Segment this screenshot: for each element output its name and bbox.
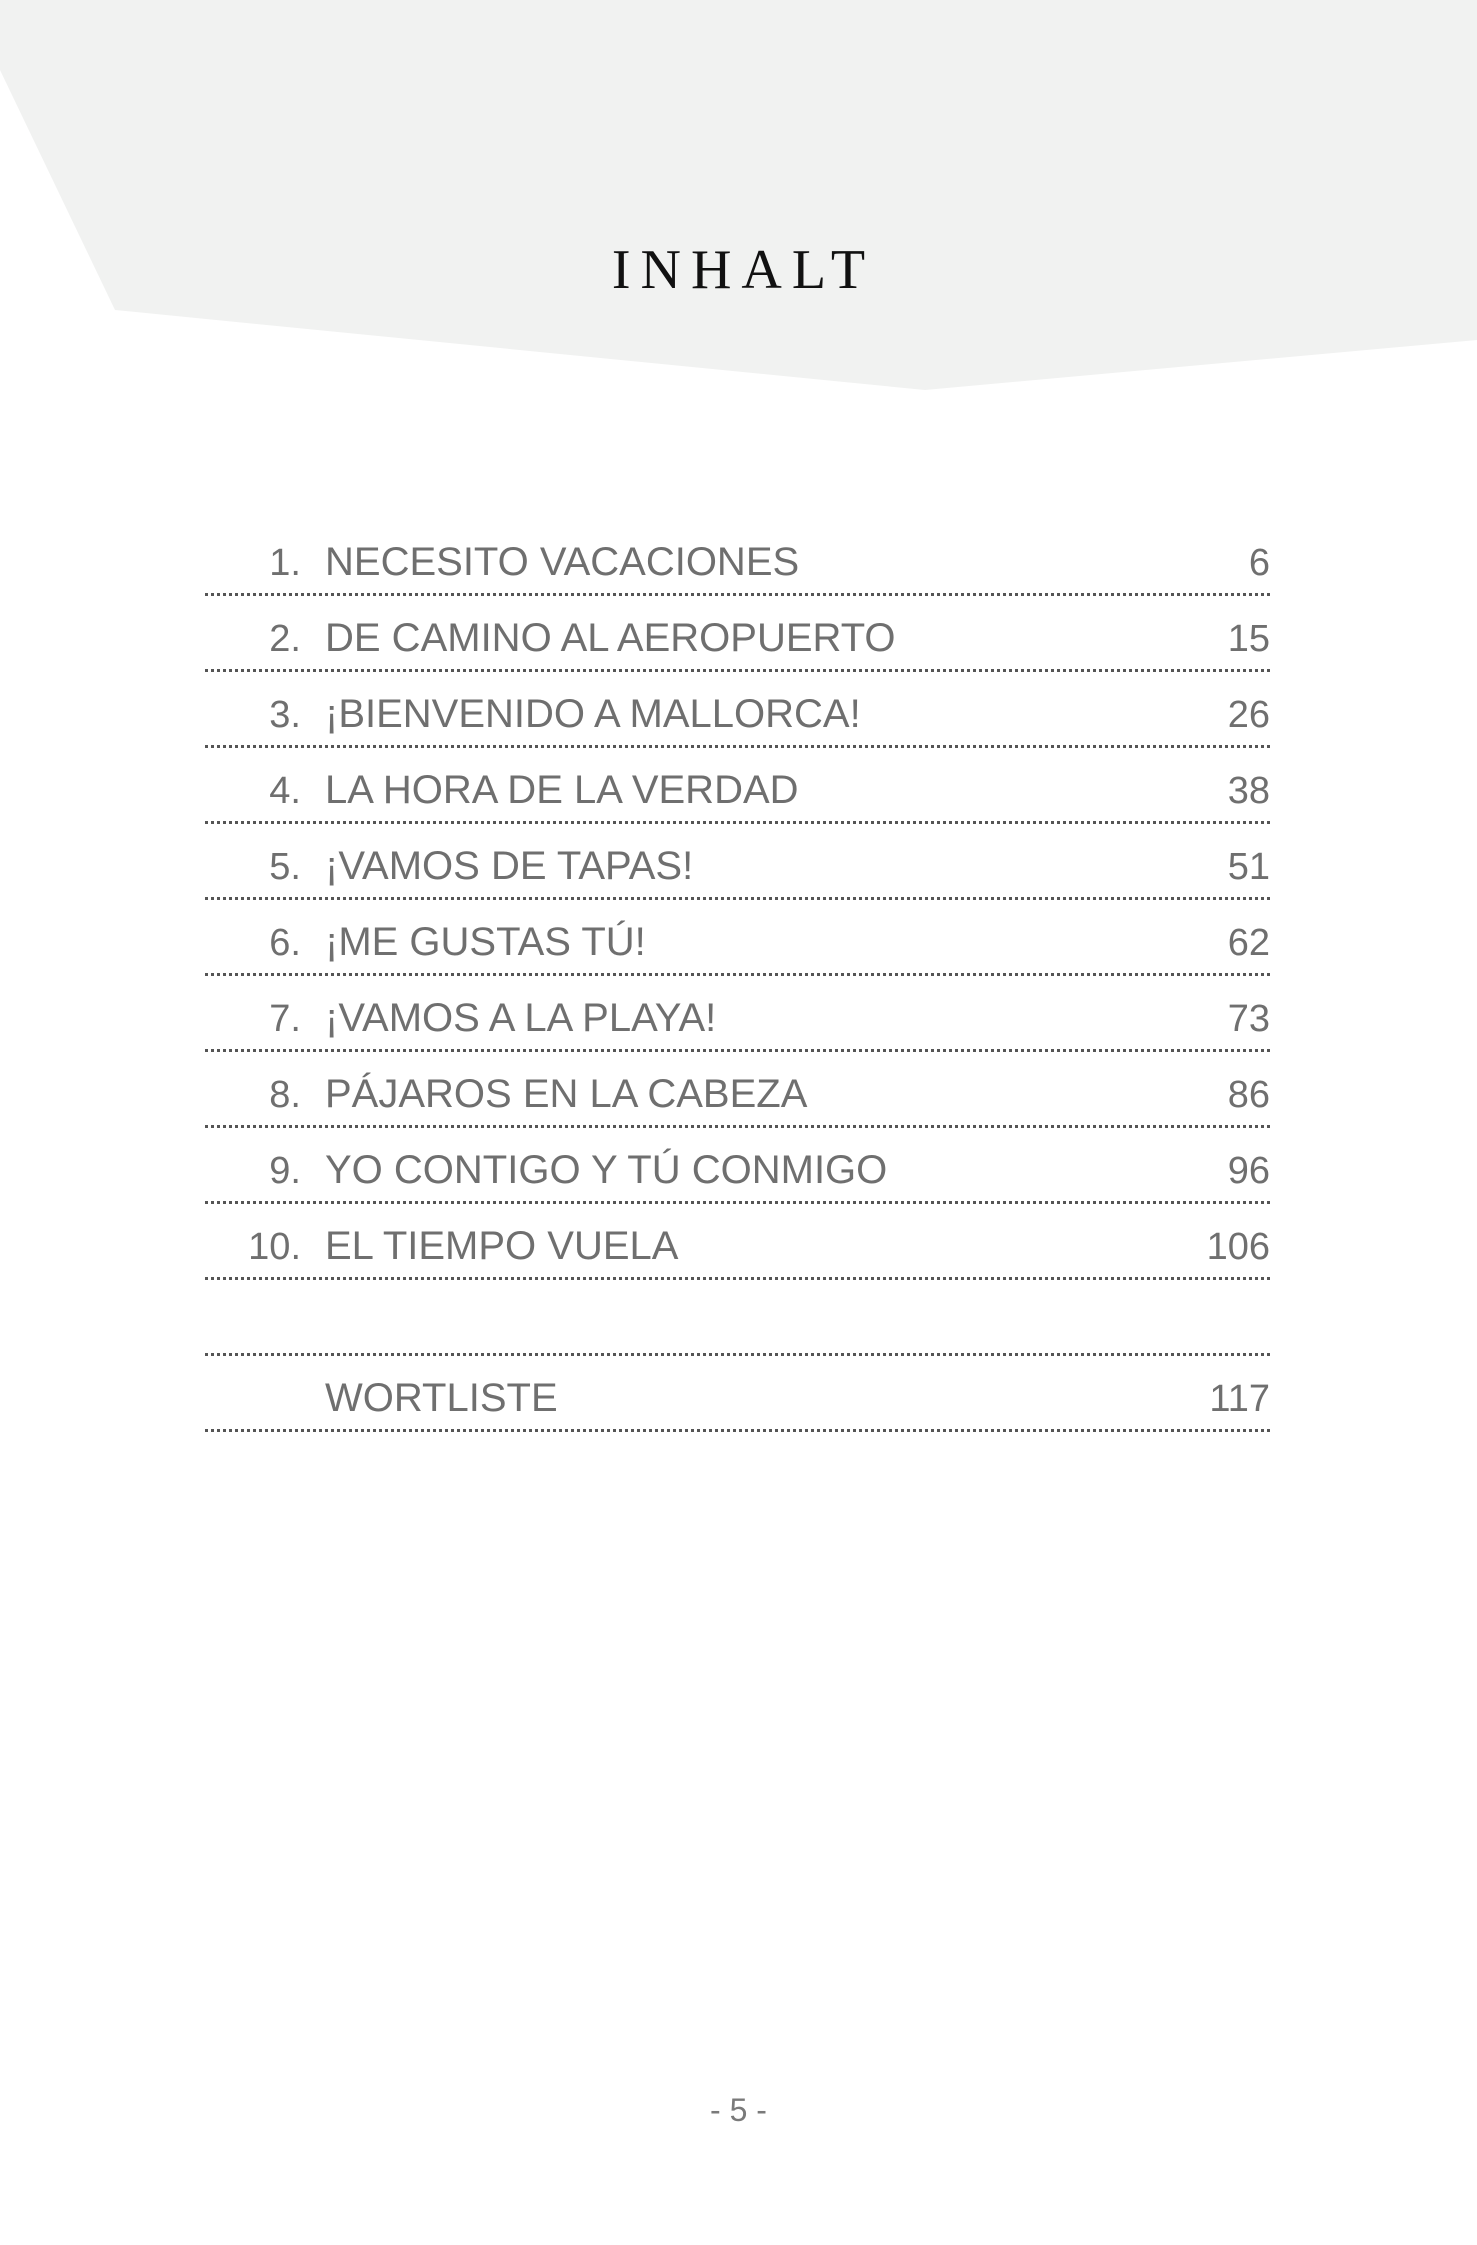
toc-entry-number: 7.	[269, 998, 301, 1040]
toc-entry-8[interactable]	[205, 1052, 1270, 1128]
toc-entry-title: EL TIEMPO VUELA	[325, 1224, 679, 1268]
toc-entry-number: 3.	[269, 694, 301, 736]
toc-entry-title: YO CONTIGO Y TÚ CONMIGO	[325, 1148, 888, 1192]
toc-entry-7[interactable]	[205, 976, 1270, 1052]
toc-entry-title: ¡VAMOS DE TAPAS!	[325, 844, 694, 888]
toc-separator	[205, 1280, 1270, 1356]
toc-entry-page: 96	[1227, 1150, 1270, 1192]
toc-entry-page: 73	[1227, 998, 1270, 1040]
toc-entry-number: 6.	[269, 922, 301, 964]
toc-entry-page: 15	[1227, 618, 1270, 660]
toc-entry-title: DE CAMINO AL AEROPUERTO	[325, 616, 896, 660]
toc-entry-title: NECESITO VACACIONES	[325, 540, 800, 584]
table-of-contents	[205, 520, 1270, 1432]
toc-entry-number: 5.	[269, 846, 301, 888]
toc-entry-number: 10.	[248, 1226, 301, 1268]
toc-entry-number: 1.	[269, 542, 301, 584]
page-title: INHALT	[611, 239, 876, 301]
toc-entry-6[interactable]	[205, 900, 1270, 976]
toc-entry-title: WORTLISTE	[325, 1376, 558, 1420]
toc-entry-title: ¡BIENVENIDO A MALLORCA!	[325, 692, 861, 736]
toc-entry-3[interactable]	[205, 672, 1270, 748]
toc-entry-title: LA HORA DE LA VERDAD	[325, 768, 799, 812]
toc-entry-number: 8.	[269, 1074, 301, 1116]
toc-entry-page: 26	[1227, 694, 1270, 736]
toc-entry-page: 117	[1209, 1378, 1270, 1420]
toc-entry-1[interactable]	[205, 520, 1270, 596]
toc-entry-page: 106	[1206, 1226, 1270, 1268]
toc-entry-number: 2.	[269, 618, 301, 660]
toc-entry-9[interactable]	[205, 1128, 1270, 1204]
toc-entry-page: 86	[1227, 1074, 1270, 1116]
toc-entry-2[interactable]	[205, 596, 1270, 672]
toc-entry-title: ¡ME GUSTAS TÚ!	[325, 920, 646, 964]
toc-entry-page: 51	[1227, 846, 1270, 888]
toc-entry-page: 62	[1227, 922, 1270, 964]
toc-entry-page: 38	[1227, 770, 1270, 812]
header-background-shape	[0, 0, 1477, 400]
toc-entry-number: 9.	[269, 1150, 301, 1192]
toc-entry-title: ¡VAMOS A LA PLAYA!	[325, 996, 717, 1040]
toc-entry-wortliste[interactable]	[205, 1356, 1270, 1432]
toc-entry-4[interactable]	[205, 748, 1270, 824]
toc-entry-number: 4.	[269, 770, 301, 812]
toc-entry-page: 6	[1248, 542, 1270, 584]
toc-entry-5[interactable]	[205, 824, 1270, 900]
toc-entry-10[interactable]	[205, 1204, 1270, 1280]
toc-entry-title: PÁJAROS EN LA CABEZA	[325, 1072, 808, 1116]
page-number: - 5 -	[710, 2092, 767, 2128]
